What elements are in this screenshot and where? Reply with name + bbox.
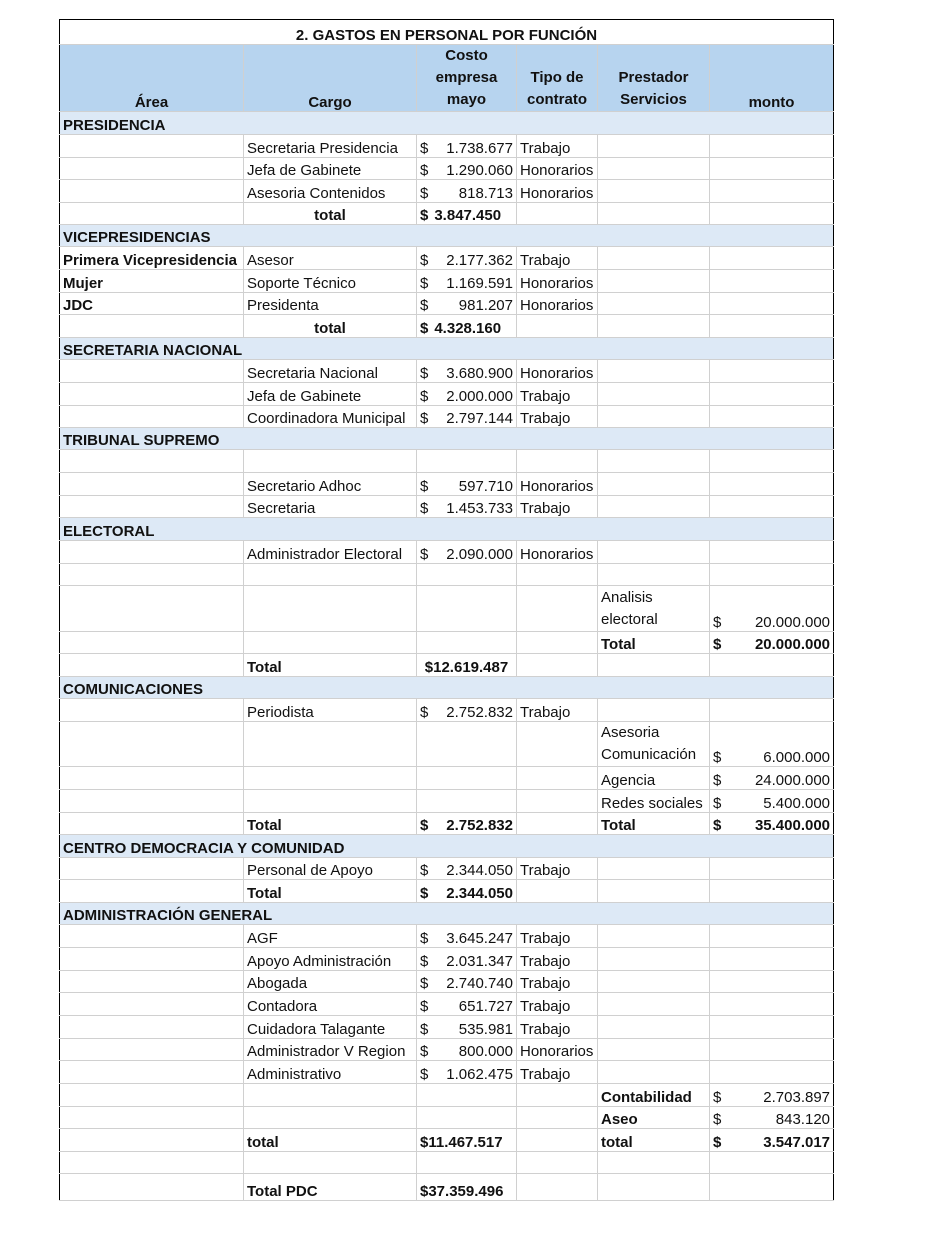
total-label: Total — [244, 813, 417, 835]
currency-sign: $ — [420, 297, 429, 314]
cell-cargo: Jefa de Gabinete — [244, 158, 417, 180]
cell-costo: 1.453.733 — [446, 500, 513, 517]
currency-sign: $ — [420, 140, 429, 157]
cell-costo: 2.031.347 — [446, 953, 513, 970]
prestador-total-value: 20.000.000 — [754, 636, 831, 653]
cell-area: Mujer — [60, 270, 244, 293]
table-row — [60, 948, 834, 971]
table-row — [60, 971, 834, 993]
cell-cargo: Administrador V Region — [244, 1039, 417, 1061]
currency-sign: $ — [420, 1066, 429, 1083]
table-row — [60, 1084, 834, 1107]
grand-total-label: Total PDC — [244, 1174, 417, 1201]
cell-tipo: Honorarios — [517, 158, 598, 180]
table-row — [60, 450, 834, 473]
cell-tipo: Trabajo — [517, 383, 598, 406]
cell-costo: 818.713 — [458, 185, 513, 202]
cell-costo: 2.797.144 — [446, 410, 513, 427]
expense-table — [59, 19, 834, 1201]
cell-tipo: Honorarios — [517, 360, 598, 383]
cell-prestador: Aseo — [598, 1107, 710, 1129]
currency-sign: $ — [420, 388, 429, 405]
currency-sign: $ — [713, 614, 722, 631]
currency-sign: $ — [420, 185, 429, 202]
cell-costo: 1.062.475 — [446, 1066, 513, 1083]
col-header-prestador: Prestador Servicios — [598, 45, 710, 112]
currency-sign: $ — [420, 862, 429, 879]
cell-costo: 3.680.900 — [446, 365, 513, 382]
section-title: SECRETARIA NACIONAL — [60, 338, 834, 360]
cell-cargo: Secretaria Presidencia — [244, 135, 417, 158]
total-label: Total — [244, 880, 417, 903]
section-title: ADMINISTRACIÓN GENERAL — [60, 903, 834, 925]
cell-cargo: Abogada — [244, 971, 417, 993]
currency-sign: $ — [420, 1021, 429, 1038]
header-row — [60, 45, 834, 112]
total-row — [60, 880, 834, 903]
currency-sign: $ — [420, 885, 429, 902]
section-row — [60, 225, 834, 247]
total-value: $11.467.517 — [417, 1129, 517, 1152]
cell-costo: 2.752.832 — [446, 704, 513, 721]
prestador-total-label: Total — [598, 813, 710, 835]
col-header-monto: monto — [710, 45, 834, 112]
cell-costo: 2.090.000 — [446, 546, 513, 563]
total-value: $12.619.487 — [417, 654, 517, 677]
cell-costo: 2.344.050 — [446, 862, 513, 879]
cell-area: Primera Vicepresidencia — [60, 247, 244, 270]
cell-monto: 6.000.000 — [763, 749, 831, 766]
section-title: TRIBUNAL SUPREMO — [60, 428, 834, 450]
table-row — [60, 564, 834, 586]
currency-sign: $ — [420, 252, 429, 269]
currency-sign: $ — [420, 930, 429, 947]
cell-tipo: Honorarios — [517, 293, 598, 315]
currency-sign: $ — [420, 975, 429, 992]
cell-tipo: Trabajo — [517, 1016, 598, 1039]
currency-sign: $ — [420, 478, 429, 495]
currency-sign: $ — [713, 772, 722, 789]
cell-tipo: Trabajo — [517, 858, 598, 880]
currency-sign: $ — [713, 795, 722, 812]
total-row — [60, 813, 834, 835]
cell-cargo: Secretaria — [244, 496, 417, 518]
table-row — [60, 722, 834, 767]
total-value: 2.344.050 — [446, 885, 513, 902]
table-row — [60, 158, 834, 180]
total-label: total — [244, 315, 417, 338]
cell-tipo: Trabajo — [517, 699, 598, 722]
section-title: COMUNICACIONES — [60, 677, 834, 699]
cell-tipo: Honorarios — [517, 473, 598, 496]
table-row — [60, 360, 834, 383]
cell-cargo: Secretario Adhoc — [244, 473, 417, 496]
table-row — [60, 247, 834, 270]
currency-sign: $ — [420, 1043, 429, 1060]
cell-cargo: Asesoria Contenidos — [244, 180, 417, 203]
cell-costo: 597.710 — [458, 478, 513, 495]
table-row — [60, 699, 834, 722]
cell-cargo: Contadora — [244, 993, 417, 1016]
total-row — [60, 654, 834, 677]
section-title: PRESIDENCIA — [60, 112, 834, 135]
cell-tipo: Trabajo — [517, 948, 598, 971]
cell-prestador: Contabilidad — [598, 1084, 710, 1107]
cell-prestador: Agencia — [598, 767, 710, 790]
cell-costo: 2.000.000 — [446, 388, 513, 405]
currency-sign: $ — [420, 546, 429, 563]
section-row — [60, 112, 834, 135]
total-row — [60, 315, 834, 338]
currency-sign: $ — [420, 162, 429, 179]
prestador-total-value: 35.400.000 — [754, 817, 831, 834]
col-header-area: Área — [60, 45, 244, 112]
cell-cargo: AGF — [244, 925, 417, 948]
cell-cargo: Cuidadora Talagante — [244, 1016, 417, 1039]
table-row — [60, 270, 834, 293]
total-label: total — [244, 1129, 417, 1152]
table-row — [60, 925, 834, 948]
section-title: ELECTORAL — [60, 518, 834, 541]
prestador-total-row — [60, 632, 834, 654]
cell-tipo: Trabajo — [517, 496, 598, 518]
cell-cargo: Soporte Técnico — [244, 270, 417, 293]
total-value: 2.752.832 — [446, 817, 513, 834]
cell-costo: 3.645.247 — [446, 930, 513, 947]
section-row — [60, 518, 834, 541]
prestador-total-label: total — [598, 1129, 710, 1152]
total-label: Total — [244, 654, 417, 677]
cell-prestador: Redes sociales — [598, 790, 710, 813]
cell-tipo: Honorarios — [517, 180, 598, 203]
prestador-total-label: Total — [598, 632, 710, 654]
currency-sign: $ — [420, 275, 429, 292]
total-value: 3.847.450 — [434, 207, 502, 224]
cell-cargo: Jefa de Gabinete — [244, 383, 417, 406]
table-row — [60, 293, 834, 315]
cell-monto: 843.120 — [775, 1111, 831, 1128]
cell-cargo: Coordinadora Municipal — [244, 406, 417, 428]
cell-tipo: Trabajo — [517, 1061, 598, 1084]
section-row — [60, 677, 834, 699]
cell-costo: 535.981 — [458, 1021, 513, 1038]
cell-costo: 1.290.060 — [446, 162, 513, 179]
cell-cargo: Administrador Electoral — [244, 541, 417, 564]
cell-tipo: Trabajo — [517, 247, 598, 270]
table-row — [60, 1061, 834, 1084]
currency-sign: $ — [713, 1089, 722, 1106]
cell-costo: 800.000 — [458, 1043, 513, 1060]
table-row — [60, 406, 834, 428]
currency-sign: $ — [420, 365, 429, 382]
currency-sign: $ — [420, 410, 429, 427]
total-row — [60, 203, 834, 225]
total-value: 4.328.160 — [434, 320, 502, 337]
table-row — [60, 1107, 834, 1129]
currency-sign: $ — [420, 953, 429, 970]
cell-tipo: Honorarios — [517, 270, 598, 293]
section-row — [60, 835, 834, 858]
currency-sign: $ — [713, 1111, 722, 1128]
table-row — [60, 1152, 834, 1174]
cell-cargo: Administrativo — [244, 1061, 417, 1084]
grand-total-row — [60, 1174, 834, 1201]
table-row — [60, 383, 834, 406]
currency-sign: $ — [420, 500, 429, 517]
cell-costo: 2.740.740 — [446, 975, 513, 992]
col-header-costo: Costo empresa mayo — [417, 45, 517, 112]
cell-prestador: Analisis electoral — [598, 586, 710, 632]
total-row — [60, 1129, 834, 1152]
cell-monto: 20.000.000 — [754, 614, 831, 631]
cell-cargo: Periodista — [244, 699, 417, 722]
currency-sign: $ — [420, 704, 429, 721]
cell-cargo: Personal de Apoyo — [244, 858, 417, 880]
section-row — [60, 903, 834, 925]
cell-monto: 2.703.897 — [763, 1089, 831, 1106]
currency-sign: $ — [420, 320, 429, 337]
section-row — [60, 428, 834, 450]
cell-cargo: Secretaria Nacional — [244, 360, 417, 383]
cell-monto: 5.400.000 — [763, 795, 831, 812]
cell-costo: 2.177.362 — [446, 252, 513, 269]
cell-area: JDC — [60, 293, 244, 315]
col-header-cargo: Cargo — [244, 45, 417, 112]
cell-tipo: Trabajo — [517, 406, 598, 428]
cell-cargo: Presidenta — [244, 293, 417, 315]
currency-sign: $ — [713, 817, 722, 834]
table-row — [60, 767, 834, 790]
cell-costo: 981.207 — [458, 297, 513, 314]
cell-monto: 24.000.000 — [754, 772, 831, 789]
prestador-total-value: 3.547.017 — [763, 1134, 831, 1151]
cell-tipo: Trabajo — [517, 135, 598, 158]
cell-prestador: Asesoria Comunicación — [598, 722, 710, 767]
currency-sign: $ — [713, 636, 722, 653]
title-row — [60, 20, 834, 45]
total-label: total — [244, 203, 417, 225]
cell-cargo: Asesor — [244, 247, 417, 270]
table-row — [60, 180, 834, 203]
cell-tipo: Trabajo — [517, 993, 598, 1016]
currency-sign: $ — [420, 817, 429, 834]
currency-sign: $ — [713, 1134, 722, 1151]
table-row — [60, 473, 834, 496]
table-row — [60, 586, 834, 632]
table-row — [60, 790, 834, 813]
cell-costo: 1.169.591 — [446, 275, 513, 292]
cell-tipo: Honorarios — [517, 1039, 598, 1061]
cell-cargo: Apoyo Administración — [244, 948, 417, 971]
table-row — [60, 1016, 834, 1039]
table-row — [60, 1039, 834, 1061]
table-row — [60, 541, 834, 564]
cell-costo: 1.738.677 — [446, 140, 513, 157]
cell-tipo: Honorarios — [517, 541, 598, 564]
col-header-tipo: Tipo de contrato — [517, 45, 598, 112]
section-title: VICEPRESIDENCIAS — [60, 225, 834, 247]
table-row — [60, 496, 834, 518]
grand-total-value: $37.359.496 — [417, 1174, 517, 1201]
currency-sign: $ — [420, 998, 429, 1015]
table-row — [60, 135, 834, 158]
cell-tipo: Trabajo — [517, 925, 598, 948]
section-row — [60, 338, 834, 360]
currency-sign: $ — [713, 749, 722, 766]
cell-costo: 651.727 — [458, 998, 513, 1015]
table-row — [60, 993, 834, 1016]
section-title: CENTRO DEMOCRACIA Y COMUNIDAD — [60, 835, 834, 858]
table-row — [60, 858, 834, 880]
table-title: 2. GASTOS EN PERSONAL POR FUNCIÓN — [60, 20, 834, 45]
currency-sign: $ — [420, 207, 429, 224]
cell-tipo: Trabajo — [517, 971, 598, 993]
